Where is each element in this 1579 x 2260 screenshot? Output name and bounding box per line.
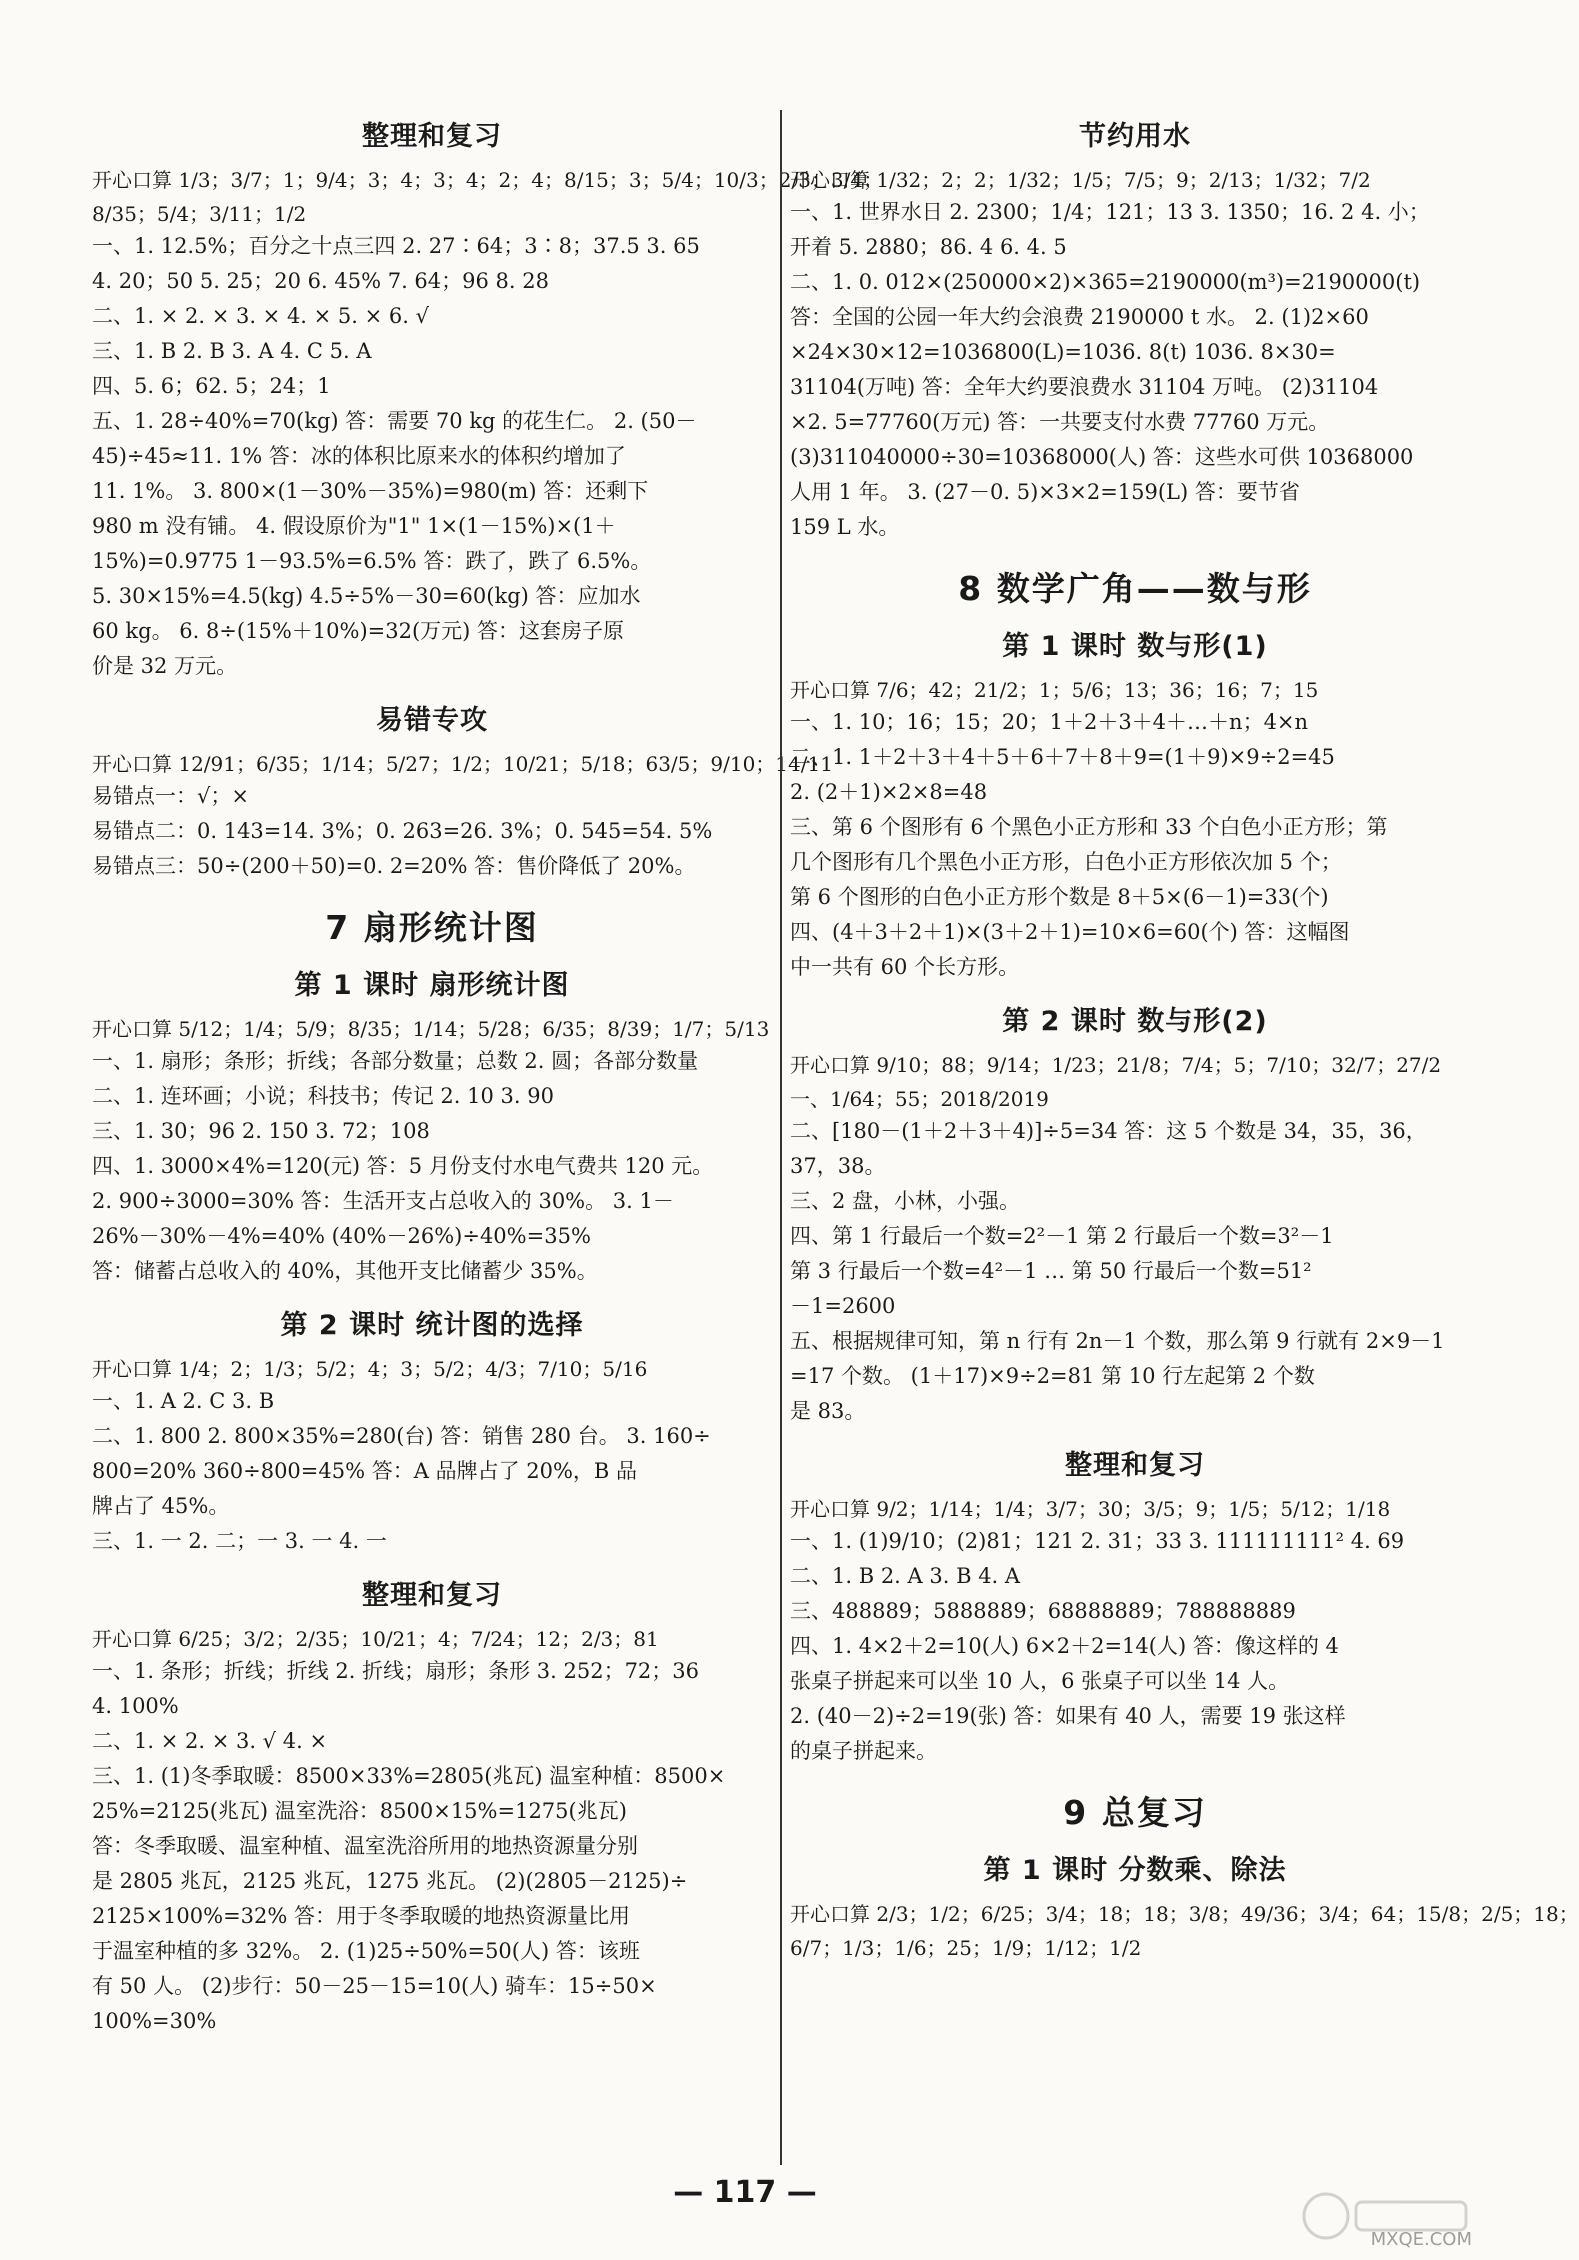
section-title: 整理和复习 [362, 121, 502, 152]
answer-line: 三、2 盘，小林，小强。 [790, 1189, 1021, 1213]
answer-line: (3)311040000÷30=10368000(人) 答：这些水可供 10368000 [790, 445, 1414, 469]
answer-line: 开心口算 1/4；2；1/3；5/2；4；3；5/2；4/3；7/10；5/16 [92, 1357, 648, 1381]
answer-line: 第 3 行最后一个数=4²－1 … 第 50 行最后一个数=51² [790, 1259, 1312, 1283]
answer-line: 一、1. 条形；折线；折线 2. 折线；扇形；条形 3. 252；72；36 [92, 1659, 700, 1683]
answer-line: 5. 30×15%=4.5(kg) 4.5÷5%－30=60(kg) 答：应加水 [92, 584, 641, 608]
answer-line: 4. 20；50 5. 25；20 6. 45% 7. 64；96 8. 28 [92, 269, 549, 293]
answer-line: 25%=2125(兆瓦) 温室洗浴：8500×15%=1275(兆瓦) [92, 1799, 627, 1823]
answer-line: 一、1. A 2. C 3. B [92, 1389, 275, 1413]
answer-line: 五、根据规律可知，第 n 行有 2n－1 个数，那么第 9 行就有 2×9－1 [790, 1329, 1445, 1353]
answer-line: 60 kg。 6. 8÷(15%＋10%)=32(万元) 答：这套房子原 [92, 619, 625, 643]
chapter-title: 9 总复习 [1063, 1793, 1207, 1832]
answer-line: 人用 1 年。 3. (27－0. 5)×3×2=159(L) 答：要节省 [790, 480, 1300, 504]
answer-line: 一、1. (1)9/10；(2)81；121 2. 31；33 3. 111111111² 4. 69 [790, 1529, 1405, 1553]
answer-line: 800=20% 360÷800=45% 答：A 品牌占了 20%，B 品 [92, 1459, 638, 1483]
answer-line: 一、1. 扇形；条形；折线；各部分数量；总数 2. 圆；各部分数量 [92, 1049, 699, 1073]
answer-line: 开心口算 12/91；6/35；1/14；5/27；1/2；10/21；5/18；63/5；9/10；14/11 [92, 752, 833, 776]
answer-line: 一、1/64；55；2018/2019 [790, 1087, 1049, 1111]
section-title: 第 2 课时 统计图的选择 [280, 1310, 584, 1341]
section-title: 整理和复习 [362, 1580, 502, 1611]
answer-line: 26%－30%－4%=40% (40%－26%)÷40%=35% [92, 1224, 591, 1248]
right-column [790, 100, 1579, 1963]
answer-line: 二、1. 1＋2＋3＋4＋5＋6＋7＋8＋9=(1＋9)×9÷2=45 [790, 745, 1335, 769]
section-title: 第 2 课时 数与形(2) [1002, 1006, 1268, 1037]
section-title: 第 1 课时 分数乘、除法 [983, 1855, 1287, 1886]
answer-line: 6/7；1/3；1/6；25；1/9；1/12；1/2 [790, 1936, 1142, 1960]
chapter-title: 7 扇形统计图 [325, 908, 539, 947]
answer-line: 四、第 1 行最后一个数=2²－1 第 2 行最后一个数=3²－1 [790, 1224, 1334, 1248]
answer-line: 31104(万吨) 答：全年大约要浪费水 31104 万吨。 (2)31104 [790, 375, 1379, 399]
answer-line: 易错点二：0. 143=14. 3%；0. 263=26. 3%；0. 545=54. 5% [92, 819, 713, 843]
answer-line: 2. (40－2)÷2=19(张) 答：如果有 40 人，需要 19 张这样 [790, 1704, 1346, 1728]
answer-line: 四、1. 3000×4%=120(元) 答：5 月份支付水电气费共 120 元。 [92, 1154, 714, 1178]
answer-line: 于温室种植的多 32%。 2. (1)25÷50%=50(人) 答：该班 [92, 1939, 640, 1963]
answer-line: 有 50 人。 (2)步行：50－25－15=10(人) 骑车：15÷50× [92, 1974, 657, 1998]
answer-line: 四、5. 6；62. 5；24；1 [92, 374, 331, 398]
answer-line: 100%=30% [92, 2009, 217, 2033]
answer-line: 159 L 水。 [790, 515, 900, 539]
answer-line: 是 2805 兆瓦，2125 兆瓦，1275 兆瓦。 (2)(2805－2125)÷ [92, 1869, 688, 1893]
answer-line: 三、1. (1)冬季取暖：8500×33%=2805(兆瓦) 温室种植：8500× [92, 1764, 726, 1788]
answer-line: 答：储蓄占总收入的 40%，其他开支比储蓄少 35%。 [92, 1259, 598, 1283]
answer-line: 开心口算 1/3；3/7；1；9/4；3；4；3；4；2；4；8/15；3；5/4；10/3；2/3；3/4； [92, 168, 884, 192]
answer-line: =17 个数。 (1＋17)×9÷2=81 第 10 行左起第 2 个数 [790, 1364, 1315, 1388]
answer-line: 2. 900÷3000=30% 答：生活开支占总收入的 30%。 3. 1－ [92, 1189, 674, 1213]
answer-line: 张桌子拼起来可以坐 10 人，6 张桌子可以坐 14 人。 [790, 1669, 1290, 1693]
answer-line: 45)÷45≈11. 1% 答：冰的体积比原来水的体积约增加了 [92, 444, 626, 468]
answer-line: 开心口算 9/2；1/14；1/4；3/7；30；3/5；9；1/5；5/12；1/18 [790, 1497, 1391, 1521]
answer-line: 11. 1%。 3. 800×(1－30%－35%)=980(m) 答：还剩下 [92, 479, 649, 503]
answer-line: 二、1. × 2. × 3. √ 4. × [92, 1729, 328, 1753]
answer-line: 三、第 6 个图形有 6 个黑色小正方形和 33 个白色小正方形；第 [790, 815, 1388, 839]
answer-line: 第 6 个图形的白色小正方形个数是 8＋5×(6－1)=33(个) [790, 885, 1329, 909]
answer-line: －1=2600 [790, 1294, 896, 1318]
answer-line: 开心口算 6/25；3/2；2/35；10/21；4；7/24；12；2/3；81 [92, 1627, 659, 1651]
chapter-title: 8 数学广角——数与形 [958, 569, 1312, 608]
answer-line: 二、1. 0. 012×(250000×2)×365=2190000(m³)=2190000(t) [790, 270, 1421, 294]
answer-line: 中一共有 60 个长方形。 [790, 955, 1020, 979]
answer-line: ×24×30×12=1036800(L)=1036. 8(t) 1036. 8×30= [790, 340, 1336, 364]
answer-line: 2125×100%=32% 答：用于冬季取暖的地热资源量比用 [92, 1904, 631, 1928]
answer-line: 一、1. 10；16；15；20；1＋2＋3＋4＋…＋n；4×n [790, 710, 1309, 734]
page-number: — 117 — [673, 2175, 817, 2210]
answer-line: 三、488889；5888889；68888889；788888889 [790, 1599, 1296, 1623]
answer-line: 的桌子拼起来。 [790, 1739, 937, 1763]
answer-line: 一、1. 12.5%；百分之十点三四 2. 27∶64；3∶8；37.5 3. 65 [92, 234, 700, 258]
section-title: 第 1 课时 扇形统计图 [294, 970, 570, 1001]
answer-line: 四、(4＋3＋2＋1)×(3＋2＋1)=10×6=60(个) 答：这幅图 [790, 920, 1350, 944]
answer-line: 开心口算 9/10；88；9/14；1/23；21/8；7/4；5；7/10；32/7；27/2 [790, 1053, 1442, 1077]
answer-line: 980 m 没有铺。 4. 假设原价为"1" 1×(1－15%)×(1＋ [92, 514, 616, 538]
answer-line: 开心口算 7/6；42；21/2；1；5/6；13；36；16；7；15 [790, 678, 1319, 702]
answer-line: 37，38。 [790, 1154, 886, 1178]
answer-line: 牌占了 45%。 [92, 1494, 230, 1518]
answer-line: 二、1. B 2. A 3. B 4. A [790, 1564, 1021, 1588]
answer-line: 开心口算 5/12；1/4；5/9；8/35；1/14；5/28；6/35；8/39；1/7；5/13 [92, 1017, 770, 1041]
answer-line: 易错点三：50÷(200＋50)=0. 2=20% 答：售价降低了 20%。 [92, 854, 696, 878]
answer-line: 四、1. 4×2＋2=10(人) 6×2＋2=14(人) 答：像这样的 4 [790, 1634, 1339, 1658]
answer-line: 一、1. 世界水日 2. 2300；1/4；121；13 3. 1350；16. 2 4. 小； [790, 200, 1430, 224]
answer-line: 二、1. 800 2. 800×35%=280(台) 答：销售 280 台。 3. 160÷ [92, 1424, 711, 1448]
answer-line: 答：冬季取暖、温室种植、温室洗浴所用的地热资源量分别 [92, 1834, 638, 1858]
answer-line: 易错点一：√；× [92, 784, 249, 808]
answer-line: 开心口算 1/32；2；2；1/32；1/5；7/5；9；2/13；1/32；7/2 [790, 168, 1371, 192]
answer-line: 答：全国的公园一年大约会浪费 2190000 t 水。 2. (1)2×60 [790, 305, 1369, 329]
answer-line: 开心口算 2/3；1/2；6/25；3/4；18；18；3/8；49/36；3/4；64；15/8；2/5；18； [790, 1902, 1579, 1926]
answer-line: 三、1. 一 2. 二；一 3. 一 4. 一 [92, 1529, 387, 1553]
answer-line: 15%)=0.9775 1－93.5%=6.5% 答：跌了，跌了 6.5%。 [92, 549, 652, 573]
answer-line: 价是 32 万元。 [92, 654, 238, 678]
answer-line: 二、1. 连环画；小说；科技书；传记 2. 10 3. 90 [92, 1084, 554, 1108]
answer-line: 8/35；5/4；3/11；1/2 [92, 202, 307, 226]
answer-line: 二、[180－(1＋2＋3＋4)]÷5=34 答：这 5 个数是 34，35，36， [790, 1119, 1427, 1143]
watermark-text: MXQE.COM [1370, 2229, 1472, 2250]
column-divider [780, 110, 782, 2165]
section-title: 整理和复习 [1065, 1450, 1205, 1481]
answer-line: 几个图形有几个黑色小正方形，白色小正方形依次加 5 个； [790, 850, 1342, 874]
answer-line: 三、1. 30；96 2. 150 3. 72；108 [92, 1119, 430, 1143]
answer-line: 三、1. B 2. B 3. A 4. C 5. A [92, 339, 372, 363]
answer-line: 2. (2＋1)×2×8=48 [790, 780, 988, 804]
answer-line: 五、1. 28÷40%=70(kg) 答：需要 70 kg 的花生仁。 2. (50－ [92, 409, 697, 433]
section-title: 易错专攻 [376, 705, 488, 736]
section-title: 第 1 课时 数与形(1) [1002, 631, 1268, 662]
section-title: 节约用水 [1079, 121, 1191, 152]
answer-line: 二、1. × 2. × 3. × 4. × 5. × 6. √ [92, 304, 430, 328]
answer-line: ×2. 5=77760(万元) 答：一共要支付水费 77760 万元。 [790, 410, 1330, 434]
answer-line: 是 83。 [790, 1399, 866, 1423]
answer-line: 4. 100% [92, 1694, 179, 1718]
answer-line: 开着 5. 2880；86. 4 6. 4. 5 [790, 235, 1067, 259]
